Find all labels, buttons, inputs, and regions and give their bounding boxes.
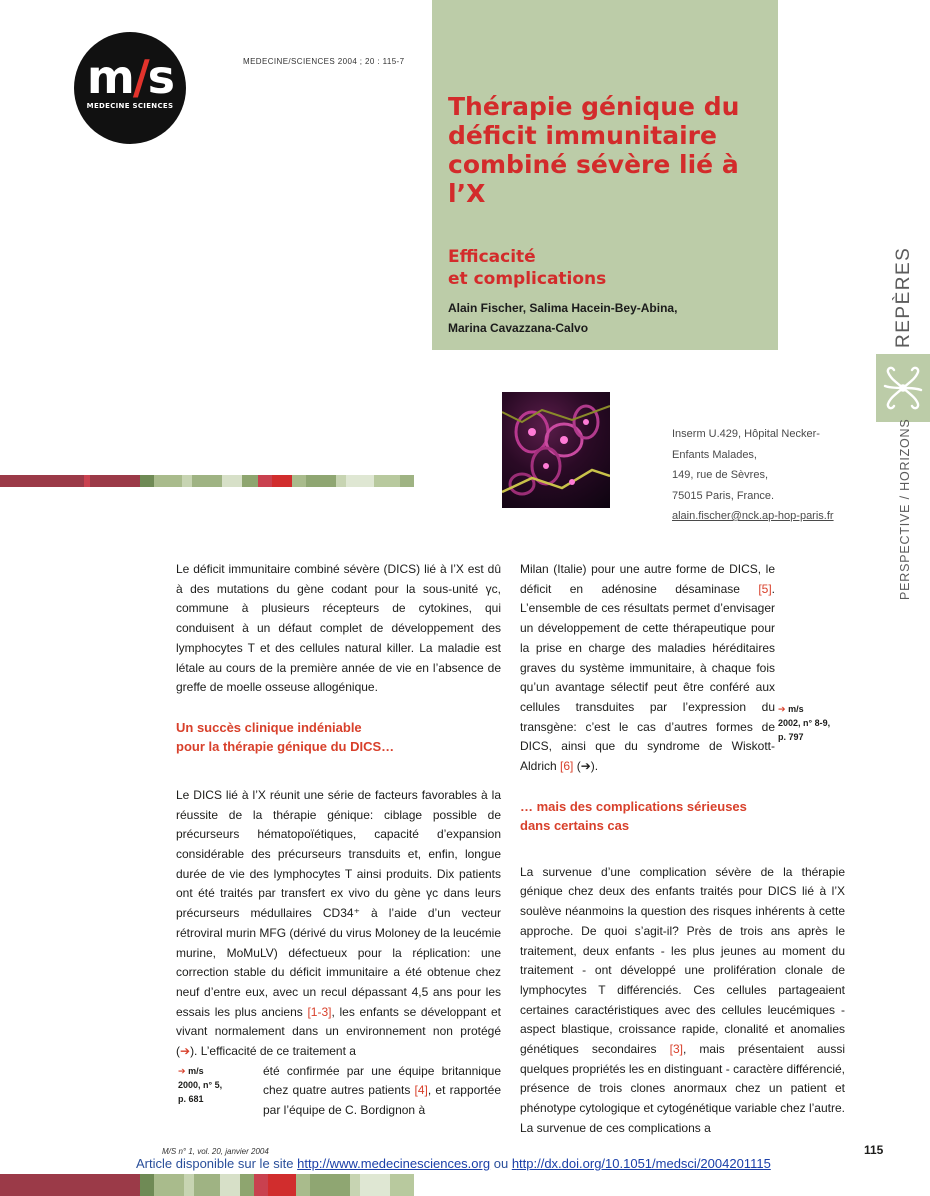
- address-line: 75015 Paris, France.: [672, 489, 775, 502]
- address-line: Inserm U.429, Hôpital Necker-: [672, 428, 820, 440]
- margin-note-left: ➔ m/s 2000, n° 5, p. 681: [178, 1066, 223, 1104]
- availability-note: Article disponible sur le site http://www.medecinesciences.org ou http://dx.doi.org/10.1051/medsci/2004201115: [136, 1156, 771, 1171]
- reference-link[interactable]: [5]: [758, 581, 772, 596]
- success-paragraph-cont: été confirmée par une équipe britannique chez quatre autres patients [4], et rapportée par l’équipe de C. Bordignon à: [263, 1063, 501, 1118]
- decorative-stripe-bottom: [0, 1174, 414, 1196]
- address-line: 149, rue de Sèvres,: [672, 469, 769, 481]
- decorative-stripe-top: [0, 475, 414, 487]
- arrow-icon: ➔: [178, 1066, 186, 1076]
- page-number: 115: [864, 1143, 884, 1157]
- section-label-top: [878, 246, 930, 348]
- reference-link[interactable]: [6]: [560, 759, 574, 774]
- journal-citation: MEDECINE/SCIENCES 2004 ; 20 : 115-7: [243, 57, 405, 66]
- intro-paragraph: Le déficit immunitaire combiné sévère (DICS) lié à l’X est dû à des mutations du gène codant pour la sous-unité γc, commune à plusieurs récepteurs de cytokines, qui conduisent à un défaut complet de développement des lymphocytes T et des cellules natural killer. La maladie est létale au cours de la première année de vie en l’absence de greffe de moelle osseuse allogénique.: [176, 562, 501, 695]
- section-heading-success: Un succès clinique indéniable pour la thérapie génique du DICS…: [176, 719, 395, 754]
- reference-link[interactable]: [4]: [414, 1083, 428, 1098]
- doi-link[interactable]: http://dx.doi.org/10.1051/medsci/2004201115: [511, 1156, 771, 1171]
- right-column: [520, 560, 845, 1139]
- reference-link[interactable]: [1-3]: [307, 1004, 332, 1019]
- author-email-link[interactable]: alain.fischer@nck.ap-hop-paris.fr: [672, 510, 834, 522]
- section-label-bottom: [878, 418, 930, 602]
- reference-link[interactable]: [3]: [669, 1042, 683, 1057]
- left-column: [176, 560, 501, 1121]
- article-title: Thérapie génique du déficit immunitaire combiné sévère lié à l’X: [448, 92, 740, 208]
- complications-paragraph: La survenue d’une complication sévère de la thérapie génique chez deux des enfants traités pour DICS lié à l’X soulève néanmoins la question des risques inhérents à cette approche. De quoi s’agit-il? Près de trois ans après le traitement, deux enfants - les plus jeunes au moment du traitement - ont développé une prolifération clonale de lymphocytes T différenciés. Ces cellules partageaient certaines caractéristiques avec des cellules leucémiques - aspect blastique, croissance rapide, clonalité et anomalies génétiques secondaires [3], mais présentaient aussi quelques propriétés les en distinguant - caractère différencié, présence de trois clones anormaux chez un patient et phénotype cytologique et cytogénétique variable chez l’autre. La survenue de ces complications a: [520, 864, 846, 1135]
- logo-mark: m/s: [86, 50, 174, 104]
- section-perspective: PERSPECTIVE / HORIZONS: [898, 418, 912, 600]
- arrow-icon: ➔: [180, 1044, 191, 1059]
- section-heading-complications: … mais des complications sérieuses dans certains cas: [520, 798, 747, 833]
- article-subtitle: Efficacité et complications: [448, 247, 607, 289]
- results-paragraph: Milan (Italie) pour une autre forme de DICS, le déficit en adénosine désaminase [5]. L’ensemble de ces résultats permet d’envisager un développement de cette thérapeutique pour la prise en charge des maladies héréditaires graves du système immunitaire, à chaque fois qu’un avantage sélectif peut être conféré aux cellules transduites par l’expression du transgène: c’est le cas d’autres formes de DICS, ainsi que du syndrome de Wiskott-Aldrich [6] (➔).: [520, 562, 775, 774]
- journal-logo: [74, 32, 186, 144]
- swirl-icon: [876, 354, 930, 422]
- article-illustration: [502, 392, 610, 508]
- margin-note-right: ➔ m/s 2002, n° 8-9, p. 797: [778, 704, 831, 742]
- section-reperes: REPÈRES: [893, 246, 914, 348]
- authors: Alain Fischer, Salima Hacein-Bey-Abina, Marina Cavazzana-Calvo: [448, 301, 678, 335]
- address-line: Enfants Malades,: [672, 448, 757, 461]
- illustration-art: [502, 392, 610, 508]
- logo-subtitle: MEDECINE SCIENCES: [86, 102, 174, 110]
- success-paragraph: Le DICS lié à l’X réunit une série de facteurs favorables à la réussite de la thérapie génique: ciblage possible de précurseurs hématopoïétiques, capacité d’expansion considérable des précurseurs transduits et, enfin, longue durée de vie des lymphocytes T ainsi produits. Dix patients ont été traités par transfert ex vivo du gène γc dans leurs précurseurs médullaires CD34⁺ à l’aide d’un vecteur rétroviral murin MFG (dérivé du virus Moloney de la leucémie murine, MoMuLV) défectueux pour la réplication: une correction stable du déficit immunitaire a été obtenue chez neuf d’entre eux, avec un recul dépassant 4,5 ans pour les essais les plus anciens [1-3], les enfants se développant et vivant normalement dans un environnement non protégé (➔). L’efficacité de ce traitement a: [176, 787, 501, 1059]
- journal-issue: M/S n° 1, vol. 20, janvier 2004: [162, 1147, 269, 1156]
- site-link[interactable]: http://www.medecinesciences.org: [297, 1156, 491, 1171]
- section-icon-box: [876, 354, 930, 422]
- author-address: [672, 424, 834, 527]
- arrow-icon: ➔: [778, 704, 786, 714]
